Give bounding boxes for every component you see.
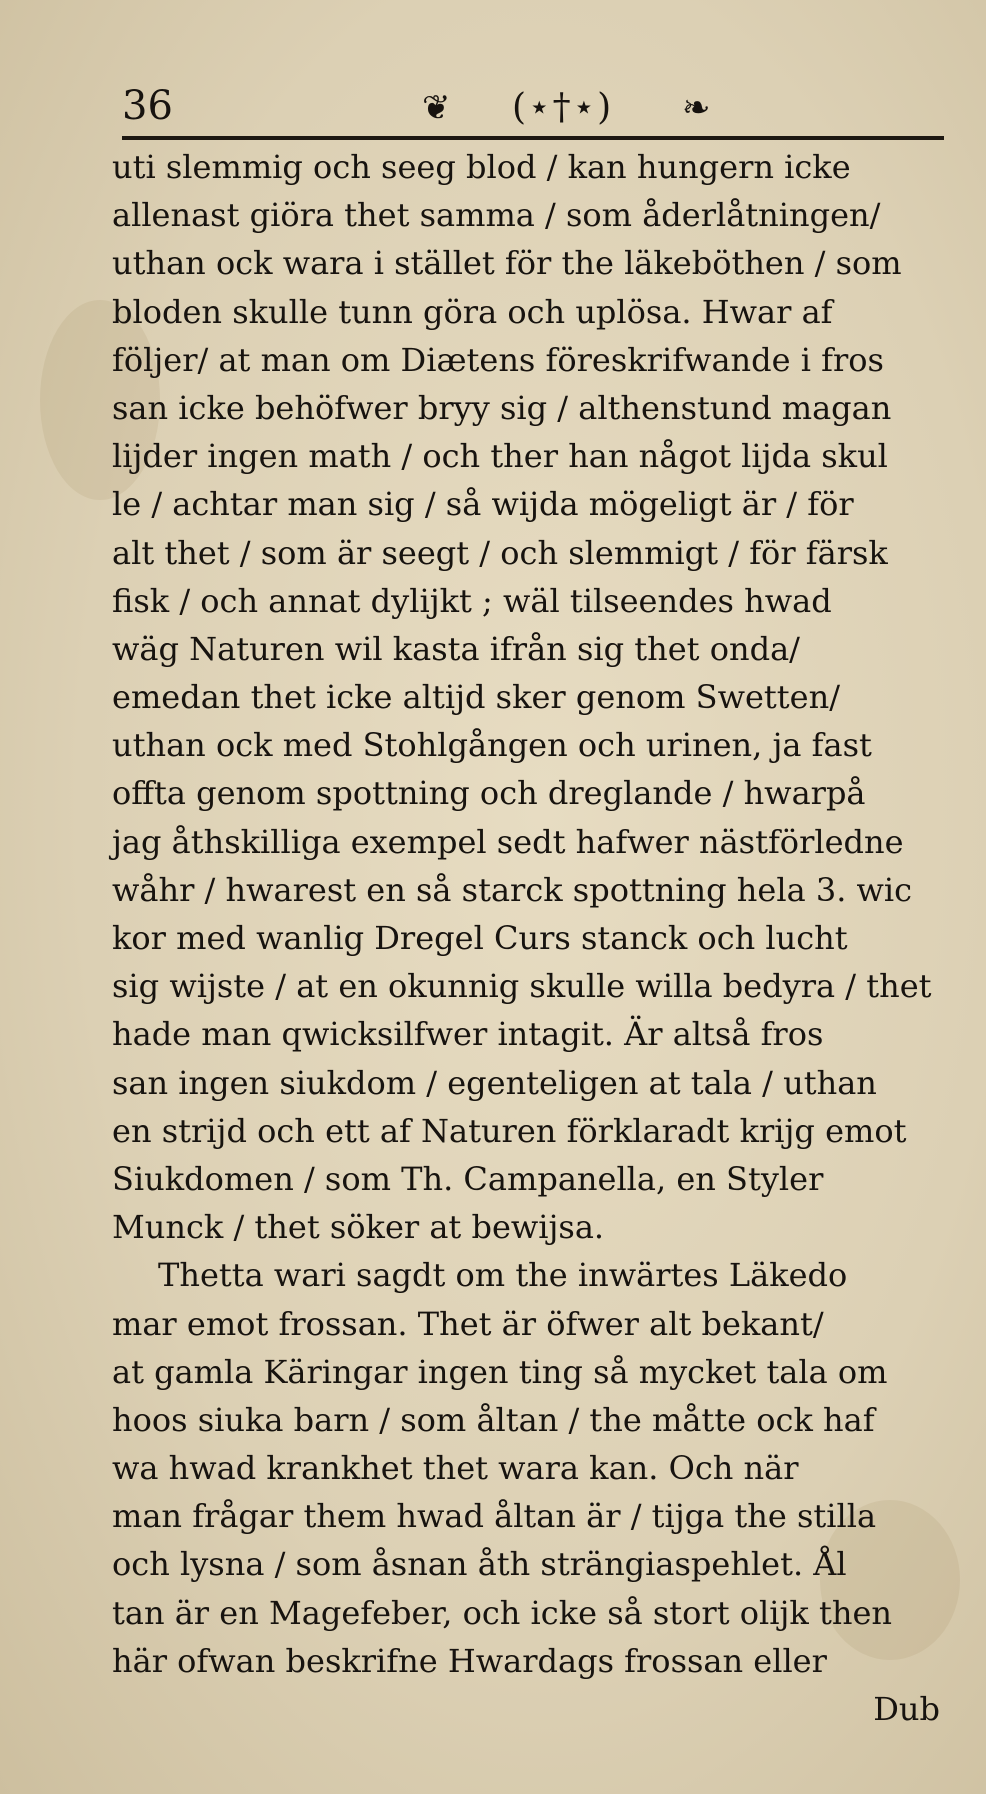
catchword: Dub xyxy=(873,1690,940,1728)
text-line: wåhr / hwarest en så starck spottning hela 3. wic xyxy=(112,870,913,909)
fleuron-right-icon: ❧ xyxy=(682,88,711,128)
text-line: uthan ock med Stohlgången och urinen, ja fast xyxy=(112,726,872,765)
text-line: wäg Naturen wil kasta ifrån sig thet onda/ xyxy=(112,629,800,668)
text-line: lijder ingen math / och ther han något lijda skul xyxy=(112,437,888,476)
text-line: Siukdomen / som Th. Campanella, en Styler xyxy=(112,1159,824,1198)
text-line: hoos siuka barn / som åltan / the måtte ock haf xyxy=(112,1400,875,1439)
text-line: man frågar them hwad åltan är / tijga the stilla xyxy=(112,1497,877,1536)
text-line: jag åthskilliga exempel sedt hafwer nästförledne xyxy=(112,822,904,861)
text-line: Munck / thet söker at bewijsa. xyxy=(112,1208,605,1247)
header-rule xyxy=(122,136,944,140)
page-header xyxy=(122,78,942,138)
text-line: mar emot frossan. Thet är öfwer alt bekant/ xyxy=(112,1304,824,1343)
text-line: och lysna / som åsnan åth strängiaspehlet. Ål xyxy=(112,1545,847,1584)
text-line: här ofwan beskrifne Hwardags frossan eller xyxy=(112,1641,827,1680)
text-line: san ingen siukdom / egenteligen at tala / uthan xyxy=(112,1063,877,1102)
text-line: fisk / och annat dylijkt ; wäl tilseendes hwad xyxy=(112,581,832,620)
fleuron-left-icon: ❦ xyxy=(422,88,451,128)
text-line: uti slemmig och seeg blod / kan hungern icke xyxy=(112,148,851,186)
text-line: hade man qwicksilfwer intagit. Är altså fros xyxy=(112,1015,824,1054)
page-number: 36 xyxy=(122,83,173,129)
text-line: offta genom spottning och dreglande / hwarpå xyxy=(112,774,866,813)
text-line: allenast giöra thet samma / som åderlåtningen/ xyxy=(112,196,881,235)
text-line: le / achtar man sig / så wijda mögeligt är / för xyxy=(112,485,854,524)
body-text xyxy=(112,143,948,1733)
text-line: alt thet / som är seegt / och slemmigt / för färsk xyxy=(112,533,888,572)
text-line: sig wijste / at en okunnig skulle willa bedyra / thet xyxy=(112,967,932,1006)
text-line: Thetta wari sagdt om the inwärtes Läkedo xyxy=(158,1256,848,1295)
ornament-text: (⋆†⋆) xyxy=(512,87,614,128)
text-line: emedan thet icke altijd sker genom Swetten/ xyxy=(112,678,840,717)
text-line: kor med wanlig Dregel Curs stanck och lucht xyxy=(112,919,848,957)
header-ornament xyxy=(402,80,762,134)
text-line: bloden skulle tunn göra och uplösa. Hwar af xyxy=(112,292,833,331)
text-line: at gamla Käringar ingen ting så mycket tala om xyxy=(112,1352,888,1391)
text-line: san icke behöfwer bryy sig / althenstund magan xyxy=(112,388,892,427)
text-line: följer/ at man om Diætens föreskrifwande i fros xyxy=(112,340,884,379)
text-line: uthan ock wara i stället för the läkeböthen / som xyxy=(112,244,902,283)
text-line: en strijd och ett af Naturen förklaradt krijg emot xyxy=(112,1111,907,1150)
text-line: wa hwad krankhet thet wara kan. Och när xyxy=(112,1449,799,1488)
text-line: tan är en Magefeber, och icke så stort olijk then xyxy=(112,1593,892,1632)
